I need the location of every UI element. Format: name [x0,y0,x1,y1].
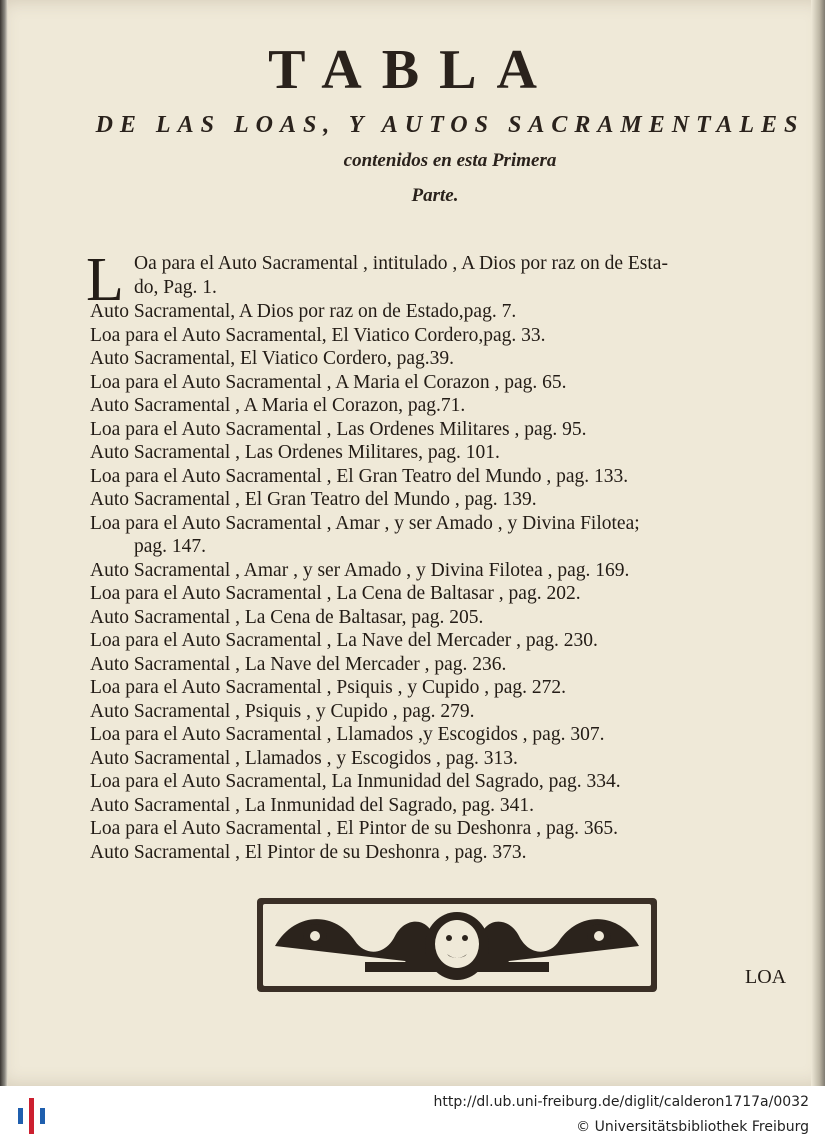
page-subtitle-line3: Parte. [411,185,459,206]
toc-entry-first: Oa para el Auto Sacramental , intitulado , A Dios por raz on de Esta- [134,253,668,274]
toc-entry: Auto Sacramental , El Pintor de su Deshonra , pag. 373. [90,841,527,863]
toc-entry: Auto Sacramental, A Dios por raz on de Estado,pag. 7. [90,301,517,322]
permalink-url[interactable]: http://dl.ub.uni-freiburg.de/diglit/calderon1717a/0032 [433,1094,809,1110]
toc-entry: Loa para el Auto Sacramental , Llamados ,y Escogidos , pag. 307. [90,724,605,745]
toc-entry: Loa para el Auto Sacramental, La Inmunidad del Sagrado, pag. 334. [90,771,621,792]
copyright-notice: © Universitätsbibliothek Freiburg [576,1119,809,1135]
drop-cap: L [86,246,124,314]
toc-entry: Auto Sacramental , La Cena de Baltasar, pag. 205. [90,606,484,628]
toc-entry: Loa para el Auto Sacramental , Las Ordenes Militares , pag. 95. [90,418,587,440]
library-logo-icon [14,1096,52,1136]
toc-entry: Loa para el Auto Sacramental , A Maria el Corazon , pag. 65. [90,371,567,393]
toc-entry: Loa para el Auto Sacramental , La Nave del Mercader , pag. 230. [90,630,598,651]
page-subtitle: DE LAS LOAS, Y AUTOS SACRAMENTALES [95,112,805,138]
toc-entry: Auto Sacramental , El Gran Teatro del Mundo , pag. 139. [90,489,537,510]
toc-entry-first-cont: do, Pag. 1. [134,277,217,298]
toc-entry: Loa para el Auto Sacramental , El Gran Teatro del Mundo , pag. 133. [90,465,629,487]
toc-entry: pag. 147. [134,536,207,557]
toc-entry: Loa para el Auto Sacramental , Amar , y ser Amado , y Divina Filotea; [90,512,640,534]
toc-entry: Loa para el Auto Sacramental , El Pintor de su Deshonra , pag. 365. [90,818,618,839]
toc-entry: Auto Sacramental , La Inmunidad del Sagrado, pag. 341. [90,794,535,816]
toc-entry: Auto Sacramental , Amar , y ser Amado , y Divina Filotea , pag. 169. [90,559,630,581]
page-subtitle-line2: contenidos en esta Primera [343,150,557,171]
toc-entry: Auto Sacramental , La Nave del Mercader , pag. 236. [90,653,507,675]
toc-entry: Loa para el Auto Sacramental , La Cena de Baltasar , pag. 202. [90,583,581,604]
toc-entry: Auto Sacramental, El Viatico Cordero, pag.39. [90,348,454,369]
viewer-footer [0,1086,825,1145]
catchword: LOA [745,966,787,988]
toc-entry: Auto Sacramental , Llamados , y Escogidos , pag. 313. [90,747,518,769]
toc-entry: Auto Sacramental , Las Ordenes Militares, pag. 101. [90,442,500,463]
ornament-headpiece-icon [255,896,659,994]
toc-entry: Auto Sacramental , Psiquis , y Cupido , pag. 279. [90,700,475,722]
toc-entry: Loa para el Auto Sacramental, El Viatico Cordero,pag. 33. [90,324,546,346]
toc-entry: Auto Sacramental , A Maria el Corazon, pag.71. [90,395,466,416]
toc-entry: Loa para el Auto Sacramental , Psiquis , y Cupido , pag. 272. [90,677,567,698]
page-title: TABLA [268,39,557,101]
